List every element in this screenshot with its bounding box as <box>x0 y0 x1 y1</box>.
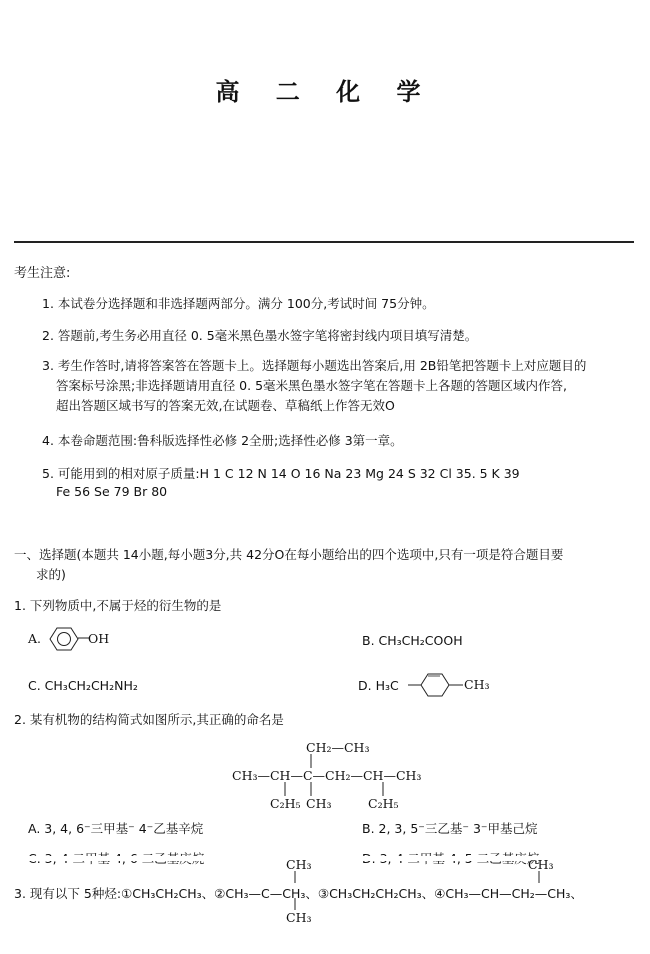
bond-vertical <box>282 782 288 796</box>
q1-option-d-label: D. H₃C <box>358 678 399 693</box>
notice-heading: 考生注意: <box>14 266 71 281</box>
bond-vertical <box>292 871 298 883</box>
notice-item-4: 4. 本卷命题范围:鲁科版选择性必修 2全册;选择性必修 3第一章。 <box>42 433 403 448</box>
q1-option-a-label: A. <box>28 631 42 646</box>
notice-item-2: 2. 答题前,考生务必用直径 0. 5毫米黑色墨水签字笔将密封线内项目填写清楚。 <box>42 328 478 343</box>
question-1-stem: 1. 下列物质中,不属于烃的衍生物的是 <box>14 598 222 613</box>
notice-item-1: 1. 本试卷分选择题和非选择题两部分。满分 100分,考试时间 75分钟。 <box>42 296 435 311</box>
bond-vertical <box>308 782 314 796</box>
q3-sub-bottom-2: CH₃ <box>286 910 312 925</box>
struct-sub-3: C₂H₅ <box>368 796 399 811</box>
q2-option-b: B. 2, 3, 5⁻三乙基⁻ 3⁻甲基己烷 <box>362 821 538 836</box>
question-3-stem: 3. 现有以下 5种烃:①CH₃CH₂CH₃、②CH₃—C—CH₃、③CH₃CH₂CH₂CH₃、④CH₃—CH—CH₂—CH₃、 <box>14 886 583 901</box>
bond-vertical <box>380 782 386 796</box>
section-heading: 一、选择题(本题共 14小题,每小题3分,共 42分O在每小题给出的四个选项中,只有一项是符合题目要 <box>14 547 564 562</box>
q1-option-c: C. CH₃CH₂CH₂NH₂ <box>28 678 138 693</box>
bond-vertical <box>308 754 314 768</box>
q1-option-a-group: OH <box>88 631 110 646</box>
bond-vertical <box>536 871 542 883</box>
q1-option-d-group: CH₃ <box>464 677 490 692</box>
notice-item-5-line2: Fe 56 Se 79 Br 80 <box>56 484 168 499</box>
benzene-ring-d <box>408 670 466 700</box>
question-2-stem: 2. 某有机物的结构简式如图所示,其正确的命名是 <box>14 712 284 727</box>
struct-sub-1: C₂H₅ <box>270 796 301 811</box>
q2-option-a: A. 3, 4, 6⁻三甲基⁻ 4⁻乙基辛烷 <box>28 821 204 836</box>
notice-item-3-line3: 超出答题区域书写的答案无效,在试题卷、草稿纸上作答无效O <box>56 398 395 413</box>
bond-vertical <box>292 898 298 910</box>
notice-item-3: 3. 考生作答时,请将答案答在答题卡上。选择题每小题选出答案后,用 2B铅笔把答题卡上对应题目的 <box>42 358 587 373</box>
struct-main-chain: CH₃—CH—C—CH₂—CH—CH₃ <box>232 768 422 783</box>
q1-option-b: B. CH₃CH₂COOH <box>362 633 463 648</box>
section-heading-line2: 求的) <box>36 567 66 582</box>
struct-top-branch: CH₂—CH₃ <box>306 740 370 755</box>
page-title: 高 二 化 学 <box>215 78 435 106</box>
notice-item-5: 5. 可能用到的相对原子质量:H 1 C 12 N 14 O 16 Na 23 Mg 24 S 32 Cl 35. 5 K 39 <box>42 466 520 481</box>
q3-sub-top-4: CH₃ <box>528 857 554 872</box>
struct-sub-2: CH₃ <box>306 796 332 811</box>
notice-item-3-line2: 答案标号涂黑;非选择题请用直径 0. 5毫米黑色墨水签字笔在答题卡上各题的答题区域内作答, <box>56 378 568 393</box>
divider <box>14 241 634 243</box>
q3-sub-top-2: CH₃ <box>286 857 312 872</box>
